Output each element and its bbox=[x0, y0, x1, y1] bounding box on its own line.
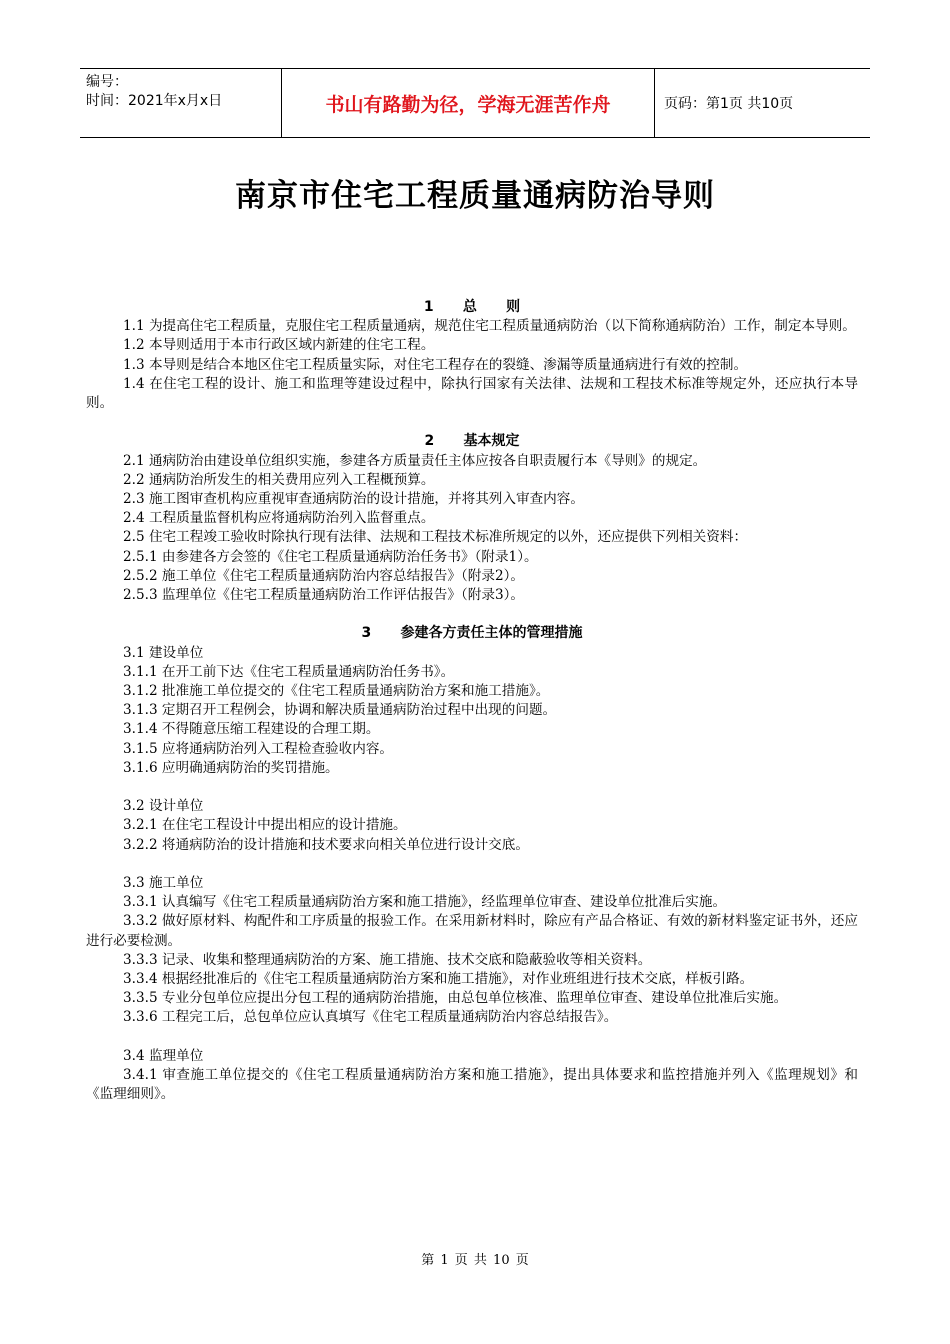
paragraph: 3.1.6 应明确通病防治的奖罚措施。 bbox=[123, 759, 339, 776]
section-heading: 1 总 则 bbox=[423, 299, 521, 315]
paragraph: 2.5.2 施工单位《住宅工程质量通病防治内容总结报告》（附录2）。 bbox=[123, 567, 524, 584]
section-spacer bbox=[86, 413, 858, 432]
paragraph: 3.2.2 将通病防治的设计措施和技术要求向相关单位进行设计交底。 bbox=[123, 836, 529, 853]
paragraph: 3.2 设计单位 bbox=[123, 798, 204, 815]
paragraph: 3.4.1 审查施工单位提交的《住宅工程质量通病防治方案和施工措施》，提出具体要求和监控措施并列入《监理规划》和《监理细则》。 bbox=[86, 1067, 858, 1103]
document-title: 南京市住宅工程质量通病防治导则 bbox=[235, 178, 715, 214]
paragraph: 3.3.1 认真编写《住宅工程质量通病防治方案和施工措施》，经监理单位审查、建设单位批准后实施。 bbox=[123, 894, 727, 911]
paragraph: 3.1.1 在开工前下达《住宅工程质量通病防治任务书》。 bbox=[123, 663, 455, 680]
paragraph: 3.1.5 应将通病防治列入工程检查验收内容。 bbox=[123, 740, 394, 757]
paragraph: 3.3.5 专业分包单位应提出分包工程的通病防治措施，由总包单位核准、监理单位审查、建设单位批准后实施。 bbox=[123, 990, 788, 1007]
paragraph: 3.3 施工单位 bbox=[123, 875, 204, 892]
paragraph-spacer bbox=[86, 778, 858, 797]
paragraph: 2.5 住宅工程竣工验收时除执行现有法律、法规和工程技术标准所规定的以外，还应提供下列相关资料： bbox=[123, 529, 748, 546]
section-heading: 2 基本规定 bbox=[424, 433, 520, 450]
paragraph: 3.1.2 批准施工单位提交的《住宅工程质量通病防治方案和施工措施》。 bbox=[123, 683, 550, 700]
paragraph: 1.1 为提高住宅工程质量，克服住宅工程质量通病，规范住宅工程质量通病防治（以下简称通病防治）工作，制定本导则。 bbox=[123, 318, 856, 335]
header-motto: 书山有路勤为径，学海无涯苦作舟 bbox=[282, 69, 655, 137]
paragraph: 1.2 本导则适用于本市行政区域内新建的住宅工程。 bbox=[123, 337, 435, 354]
paragraph: 3.4 监理单位 bbox=[123, 1047, 204, 1064]
paragraph: 2.2 通病防治所发生的相关费用应列入工程概预算。 bbox=[123, 471, 435, 488]
section-heading: 3 参建各方责任主体的管理措施 bbox=[361, 625, 583, 642]
paragraph: 3.2.1 在住宅工程设计中提出相应的设计措施。 bbox=[123, 817, 407, 834]
paragraph: 1.4 在住宅工程的设计、施工和监理等建设过程中，除执行国家有关法律、法规和工程技术标准等规定外，还应执行本导则。 bbox=[86, 375, 858, 412]
header-meta-cell bbox=[80, 69, 282, 137]
paragraph: 3.1.3 定期召开工程例会，协调和解决质量通病防治过程中出现的问题。 bbox=[123, 702, 557, 719]
paragraph: 2.4 工程质量监督机构应将通病防治列入监督重点。 bbox=[123, 510, 435, 527]
paragraph: 2.5.1 由参建各方会签的《住宅工程质量通病防治任务书》（附录1）。 bbox=[123, 548, 538, 565]
paragraph: 2.1 通病防治由建设单位组织实施，参建各方质量责任主体应按各自职责履行本《导则》的规定。 bbox=[123, 452, 707, 469]
paragraph: 3.1.4 不得随意压缩工程建设的合理工期。 bbox=[123, 721, 380, 738]
document-number-label: 编号： bbox=[86, 74, 128, 90]
paragraph: 1.3 本导则是结合本地区住宅工程质量实际，对住宅工程存在的裂缝、渗漏等质量通病进行有效的控制。 bbox=[123, 356, 748, 373]
document-header bbox=[80, 68, 870, 138]
paragraph-spacer bbox=[86, 855, 858, 874]
paragraph: 3.3.3 记录、收集和整理通病防治的方案、施工措施、技术交底和隐蔽验收等相关资料。 bbox=[123, 951, 652, 968]
paragraph: 3.1 建设单位 bbox=[123, 644, 204, 661]
page-footer: 第 1 页 共 10 页 bbox=[421, 1253, 529, 1268]
paragraph: 2.3 施工图审查机构应重视审查通病防治的设计措施，并将其列入审查内容。 bbox=[123, 491, 584, 508]
document-time-label: 时间：2021年x月x日 bbox=[86, 93, 223, 109]
paragraph: 3.3.4 根据经批准后的《住宅工程质量通病防治方案和施工措施》，对作业班组进行技术交底，样板引路。 bbox=[123, 971, 754, 988]
paragraph-spacer bbox=[86, 1028, 858, 1047]
paragraph: 2.5.3 监理单位《住宅工程质量通病防治工作评估报告》（附录3）。 bbox=[123, 587, 524, 604]
paragraph: 3.3.6 工程完工后，总包单位应认真填写《住宅工程质量通病防治内容总结报告》。 bbox=[123, 1009, 618, 1026]
header-page-label: 页码：第1页 共10页 bbox=[664, 96, 794, 112]
paragraph: 3.3.2 做好原材料、构配件和工序质量的报验工作。在采用新材料时，除应有产品合格证、有效的新材料鉴定证书外，还应进行必要检测。 bbox=[86, 913, 858, 949]
section-spacer bbox=[86, 605, 858, 624]
document-body bbox=[86, 298, 858, 1104]
